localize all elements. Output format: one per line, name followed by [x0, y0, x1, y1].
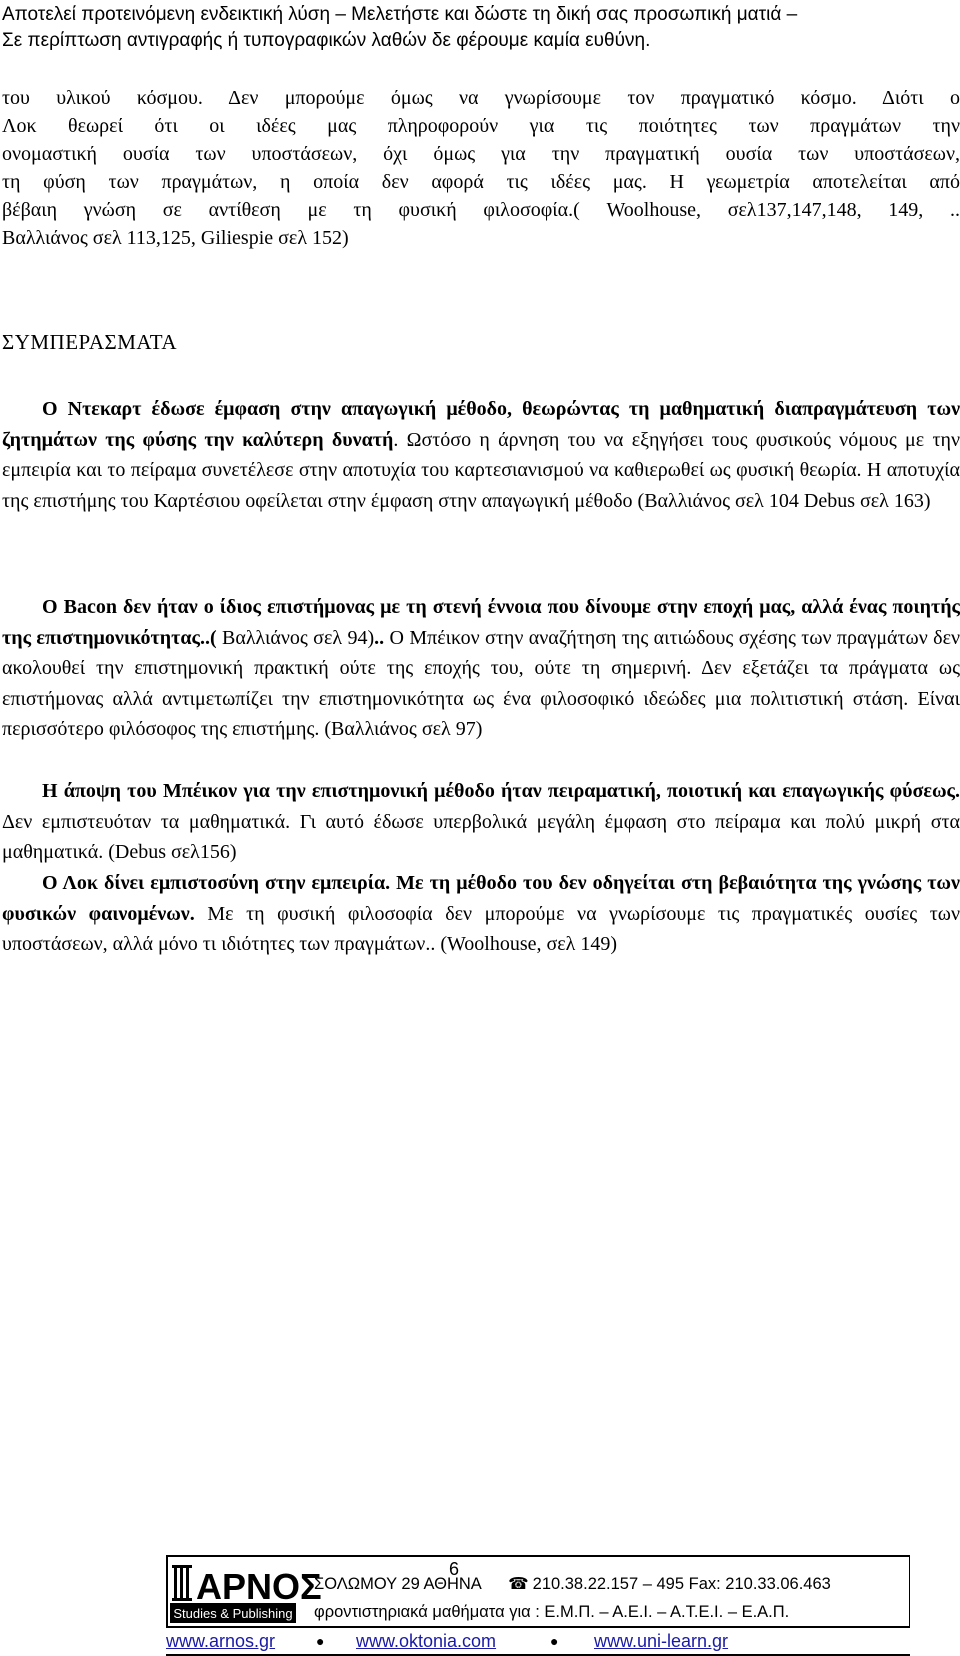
paragraph-bold-lead: Ο Λοκ δίνει εμπιστοσύνη στην εμπειρία. Με τη μέθοδο του δεν οδηγείται στη βεβαιότητα της γνώσης των φυσικών φαινομένων. — [2, 872, 960, 925]
intro-paragraph — [2, 84, 960, 252]
page-footer — [166, 1555, 910, 1656]
link-oktonia[interactable]: www.oktonia.com — [356, 1631, 497, 1651]
colonnade-icon — [172, 1565, 192, 1601]
paragraph-body: . Ωστόσο η άρνηση του να εξηγήσει τους φυσικούς νόμους με την εμπειρία και το πείραμα συνετέλεσε στην αποτυχία του καρτεσιανισμού να καθιερωθεί ως φυσική θεωρία. Η αποτυχία της επιστήμης του Καρτέσιου οφείλεται στην έμφαση στην απαγωγική μέθοδο (Βαλλιάνος σελ 104 Debus σελ 163) — [2, 428, 960, 512]
footer-divider — [166, 1555, 910, 1557]
intro-line: βέβαιη γνώση σε αντίθεση με τη φυσική φιλοσοφία.( Woolhouse, σελ137,147,148, 149, .. — [2, 199, 960, 221]
page-number: 6 — [449, 1559, 460, 1579]
paragraph-bold-lead: Η άποψη του Μπέικον για την επιστημονική μέθοδο ήταν πειραματική, ποιοτική και επαγωγικής φύσεως. — [42, 780, 960, 802]
arnos-logo — [170, 1561, 322, 1623]
footer-divider — [909, 1555, 911, 1627]
paragraph-descartes — [2, 394, 960, 516]
intro-line: ονομαστική ουσία των υποστάσεων, όχι όμως για την πραγματική ουσία των υποστάσεων, — [2, 143, 960, 165]
paragraph-body: Με τη φυσική φιλοσοφία δεν μπορούμε να γνωρίσουμε τις πραγματικές ουσίες των υποστάσεων, αλλά μόνο τι ιδιότητες των πραγμάτων.. (Woolhouse, σελ 149) — [2, 902, 960, 955]
phone-text: 210.38.22.157 – 495 Fax: 210.33.06.463 — [532, 1575, 831, 1593]
footer-lessons: φροντιστηριακά μαθήματα για : Ε.Μ.Π. – Α.Ε.Ι. – Α.Τ.Ε.Ι. – Ε.Α.Π. — [314, 1603, 790, 1621]
disclaimer-line-1: Αποτελεί προτεινόμενη ενδεικτική λύση – Μελετήστε και δώστε τη δική σας προσωπική ματιά – — [2, 4, 798, 25]
intro-line: Βαλλιάνος σελ 113,125, Giliespie σελ 152) — [2, 227, 349, 249]
paragraph-bold-lead: Ο Ντεκαρτ έδωσε έμφαση στην απαγωγική μέθοδο, θεωρώντας τη μαθηματική διαπραγμάτευση των ζητημάτων της φύσης την καλύτερη δυνατή — [2, 398, 960, 451]
footer-address — [314, 1573, 831, 1595]
paragraph-body: Ο Μπέικον στην αναζήτηση της αιτιώδους σχέσης των πραγμάτων δεν ακολουθεί την επιστημονική πρακτική ούτε της εποχής του, ούτε τη σημερινή. Δεν εξετάζει τα πράγματα ως επιστήμονας αλλά αντιμετωπίζει την επιστημονικότητα ως ένα φιλοσοφικό ιδεώδες μια πολιτιστική στάση. Είναι περισσότερο φιλόσοφος της επιστήμης. ( — [2, 626, 960, 740]
arnos-logo-graphic — [170, 1561, 322, 1623]
disclaimer-header — [2, 2, 942, 54]
citation-dots: .. — [374, 626, 385, 649]
disclaimer-line-2: Σε περίπτωση αντιγραφής ή τυπογραφικών λαθών δε φέρουμε καμία ευθύνη. — [2, 30, 651, 51]
bullet-icon: ● — [316, 1633, 325, 1649]
logo-wordmark: ΑΡΝΟΣ — [196, 1566, 322, 1607]
intro-line: του υλικού κόσμου. Δεν μπορούμε όμως να γνωρίσουμε τον πραγματικό κόσμο. Διότι ο — [2, 87, 960, 109]
paragraph-bacon-method — [2, 776, 960, 868]
paragraph-locke — [2, 868, 960, 960]
link-arnos[interactable]: www.arnos.gr — [166, 1631, 276, 1651]
bullet-icon: ● — [550, 1633, 559, 1649]
footer-divider — [166, 1654, 910, 1656]
paragraph-body: Δεν εμπιστευόταν τα μαθηματικά. Γι αυτό έδωσε υπερβολικά μεγάλη έμφαση στο πείραμα και πολύ μικρή στα μαθηματικά. (Debus σελ156) — [2, 810, 960, 863]
footer-divider — [166, 1626, 910, 1628]
link-uni-learn[interactable]: www.uni-learn.gr — [594, 1631, 729, 1651]
footer-links — [166, 1631, 910, 1653]
intro-line: τη φύση των πραγμάτων, η οποία δεν αφορά τις ιδέες μας. Η γεωμετρία αποτελείται από — [2, 171, 960, 193]
intro-line: Λοκ θεωρεί ότι οι ιδέες μας πληροφορούν για τις ποιότητες των πραγμάτων την — [2, 115, 960, 137]
paragraph-bacon — [2, 592, 960, 745]
section-heading: ΣΥΜΠΕΡΑΣΜΑΤΑ — [2, 330, 178, 354]
address-text: ΣΟΛΩΜΟΥ 29 ΑΘΗΝΑ — [314, 1575, 481, 1593]
citation: Βαλλιάνος σελ 97) — [331, 718, 483, 740]
citation: Βαλλιάνος σελ 94) — [216, 626, 375, 649]
footer-divider — [166, 1555, 168, 1627]
phone-icon: ☎ — [508, 1575, 529, 1593]
paragraph-bold-lead: Ο Bacon δεν ήταν ο ίδιος επιστήμονας με τη στενή έννοια που δίνουμε στην εποχή μας, αλλά ένας ποιητής της επιστημονικότητας..( — [2, 596, 960, 649]
logo-subtitle: Studies & Publishing — [173, 1606, 293, 1621]
